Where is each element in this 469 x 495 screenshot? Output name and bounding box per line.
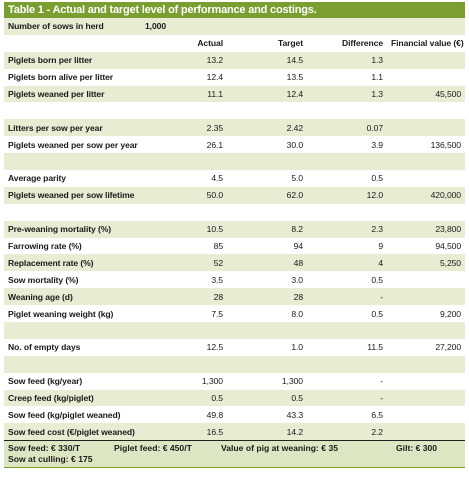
row-label: No. of empty days xyxy=(4,339,141,356)
actual-value: 16.5 xyxy=(141,423,227,440)
table-row xyxy=(4,339,465,356)
table-row xyxy=(4,119,465,136)
target-value: 0.5 xyxy=(227,390,307,407)
actual-value xyxy=(141,153,227,170)
difference-value: 2.3 xyxy=(307,221,387,238)
difference-value: 12.0 xyxy=(307,187,387,204)
target-value: 13.5 xyxy=(227,69,307,86)
actual-value: 4.5 xyxy=(141,170,227,187)
herd-size-value: 1,000 xyxy=(141,18,227,35)
financial-value: 45,500 xyxy=(387,86,465,103)
row-label xyxy=(4,356,141,373)
row-label: Sow mortality (%) xyxy=(4,271,141,288)
table-row xyxy=(4,305,465,322)
row-label xyxy=(4,322,141,339)
actual-value: 85 xyxy=(141,238,227,255)
column-header-actual: Actual xyxy=(141,35,227,52)
difference-value: - xyxy=(307,390,387,407)
actual-value xyxy=(141,322,227,339)
table-row xyxy=(4,136,465,153)
target-value xyxy=(227,322,307,339)
difference-value: - xyxy=(307,288,387,305)
financial-value xyxy=(387,288,465,305)
financial-value xyxy=(387,390,465,407)
difference-value: 2.2 xyxy=(307,423,387,440)
target-value: 12.4 xyxy=(227,86,307,103)
table-spacer-row xyxy=(4,102,465,119)
difference-value: 0.5 xyxy=(307,271,387,288)
table-row xyxy=(4,254,465,271)
table-spacer-row xyxy=(4,356,465,373)
row-label: Sow feed cost (€/piglet weaned) xyxy=(4,423,141,440)
target-value: 43.3 xyxy=(227,406,307,423)
difference-value xyxy=(307,153,387,170)
target-value xyxy=(227,153,307,170)
table-row xyxy=(4,69,465,86)
financial-value xyxy=(387,322,465,339)
row-label: Farrowing rate (%) xyxy=(4,238,141,255)
actual-value: 12.5 xyxy=(141,339,227,356)
header-row-herd xyxy=(4,18,465,35)
table-row xyxy=(4,221,465,238)
financial-value xyxy=(387,52,465,69)
table-row xyxy=(4,288,465,305)
row-label: Piglets weaned per sow lifetime xyxy=(4,187,141,204)
column-header-financial-value: Financial value (€) xyxy=(387,35,465,52)
row-label: Creep feed (kg/piglet) xyxy=(4,390,141,407)
table-row xyxy=(4,238,465,255)
table-row xyxy=(4,423,465,440)
actual-value: 0.5 xyxy=(141,390,227,407)
difference-value: 1.1 xyxy=(307,69,387,86)
financial-value xyxy=(387,102,465,119)
row-label: Litters per sow per year xyxy=(4,119,141,136)
actual-value: 3.5 xyxy=(141,271,227,288)
row-label xyxy=(4,102,141,119)
financial-value xyxy=(387,204,465,221)
target-value: 14.2 xyxy=(227,423,307,440)
target-value: 2.42 xyxy=(227,119,307,136)
difference-value: 0.5 xyxy=(307,170,387,187)
row-label: Piglets born alive per litter xyxy=(4,69,141,86)
actual-value: 10.5 xyxy=(141,221,227,238)
actual-value xyxy=(141,204,227,221)
table-row xyxy=(4,390,465,407)
target-value: 1,300 xyxy=(227,373,307,390)
row-label: Replacement rate (%) xyxy=(4,254,141,271)
target-value xyxy=(227,356,307,373)
row-label: Sow feed (kg/year) xyxy=(4,373,141,390)
target-value: 62.0 xyxy=(227,187,307,204)
financial-value xyxy=(387,119,465,136)
row-label: Weaning age (d) xyxy=(4,288,141,305)
table-spacer-row xyxy=(4,153,465,170)
difference-value: 6.5 xyxy=(307,406,387,423)
difference-value: 1.3 xyxy=(307,86,387,103)
actual-value: 7.5 xyxy=(141,305,227,322)
actual-value: 49.8 xyxy=(141,406,227,423)
piglet-feed-price: Piglet feed: € 450/T xyxy=(114,443,192,454)
financial-value: 420,000 xyxy=(387,187,465,204)
target-value: 48 xyxy=(227,254,307,271)
table-spacer-row xyxy=(4,322,465,339)
table-row xyxy=(4,52,465,69)
target-value: 1.0 xyxy=(227,339,307,356)
table-row xyxy=(4,406,465,423)
target-value: 3.0 xyxy=(227,271,307,288)
row-label: Average parity xyxy=(4,170,141,187)
row-label: Piglets born per litter xyxy=(4,52,141,69)
financial-value: 23,800 xyxy=(387,221,465,238)
target-value xyxy=(227,204,307,221)
difference-value xyxy=(307,102,387,119)
financial-value: 5,250 xyxy=(387,254,465,271)
row-label: Piglets weaned per sow per year xyxy=(4,136,141,153)
financial-value xyxy=(387,170,465,187)
table-spacer-row xyxy=(4,204,465,221)
target-value xyxy=(227,102,307,119)
target-value: 28 xyxy=(227,288,307,305)
financial-value xyxy=(387,153,465,170)
gilt-price: Gilt: € 300 xyxy=(396,443,438,454)
financial-value xyxy=(387,423,465,440)
difference-value xyxy=(307,204,387,221)
actual-value: 13.2 xyxy=(141,52,227,69)
difference-value: 9 xyxy=(307,238,387,255)
actual-value: 26.1 xyxy=(141,136,227,153)
sow-feed-price: Sow feed: € 330/T xyxy=(8,443,81,454)
row-label: Piglet weaning weight (kg) xyxy=(4,305,141,322)
herd-size-label: Number of sows in herd xyxy=(4,18,141,35)
difference-value: 3.9 xyxy=(307,136,387,153)
actual-value: 1,300 xyxy=(141,373,227,390)
financial-value xyxy=(387,406,465,423)
difference-value xyxy=(307,322,387,339)
row-label: Piglets weaned per litter xyxy=(4,86,141,103)
target-value: 94 xyxy=(227,238,307,255)
performance-table xyxy=(4,18,465,440)
pig-value-at-weaning: Value of pig at weaning: € 35 xyxy=(221,443,338,454)
table-title: Table 1 - Actual and target level of performance and costings. xyxy=(4,2,465,18)
financial-value xyxy=(387,69,465,86)
financial-value: 9,200 xyxy=(387,305,465,322)
financial-value xyxy=(387,271,465,288)
sow-culling-value: Sow at culling: € 175 xyxy=(8,454,93,465)
actual-value: 50.0 xyxy=(141,187,227,204)
difference-value: 4 xyxy=(307,254,387,271)
target-value: 14.5 xyxy=(227,52,307,69)
cost-assumptions-footer xyxy=(4,440,465,468)
column-header-target: Target xyxy=(227,35,307,52)
difference-value: 1.3 xyxy=(307,52,387,69)
performance-table-card xyxy=(4,2,465,491)
column-header-difference: Difference xyxy=(307,35,387,52)
target-value: 30.0 xyxy=(227,136,307,153)
target-value: 8.2 xyxy=(227,221,307,238)
actual-value xyxy=(141,356,227,373)
row-label: Pre-weaning mortality (%) xyxy=(4,221,141,238)
actual-value: 12.4 xyxy=(141,69,227,86)
financial-value: 94,500 xyxy=(387,238,465,255)
actual-value: 11.1 xyxy=(141,86,227,103)
difference-value: 0.5 xyxy=(307,305,387,322)
row-label: Sow feed (kg/piglet weaned) xyxy=(4,406,141,423)
table-row xyxy=(4,170,465,187)
row-label xyxy=(4,204,141,221)
financial-value xyxy=(387,356,465,373)
table-row xyxy=(4,271,465,288)
target-value: 8.0 xyxy=(227,305,307,322)
actual-value: 2.35 xyxy=(141,119,227,136)
table-row xyxy=(4,86,465,103)
table-row xyxy=(4,187,465,204)
actual-value: 28 xyxy=(141,288,227,305)
actual-value: 52 xyxy=(141,254,227,271)
difference-value: 11.5 xyxy=(307,339,387,356)
financial-value: 136,500 xyxy=(387,136,465,153)
header-row-columns xyxy=(4,35,465,52)
row-label xyxy=(4,153,141,170)
financial-value xyxy=(387,373,465,390)
difference-value: 0.07 xyxy=(307,119,387,136)
table-row xyxy=(4,373,465,390)
financial-value: 27,200 xyxy=(387,339,465,356)
difference-value xyxy=(307,356,387,373)
actual-value xyxy=(141,102,227,119)
target-value: 5.0 xyxy=(227,170,307,187)
difference-value: - xyxy=(307,373,387,390)
